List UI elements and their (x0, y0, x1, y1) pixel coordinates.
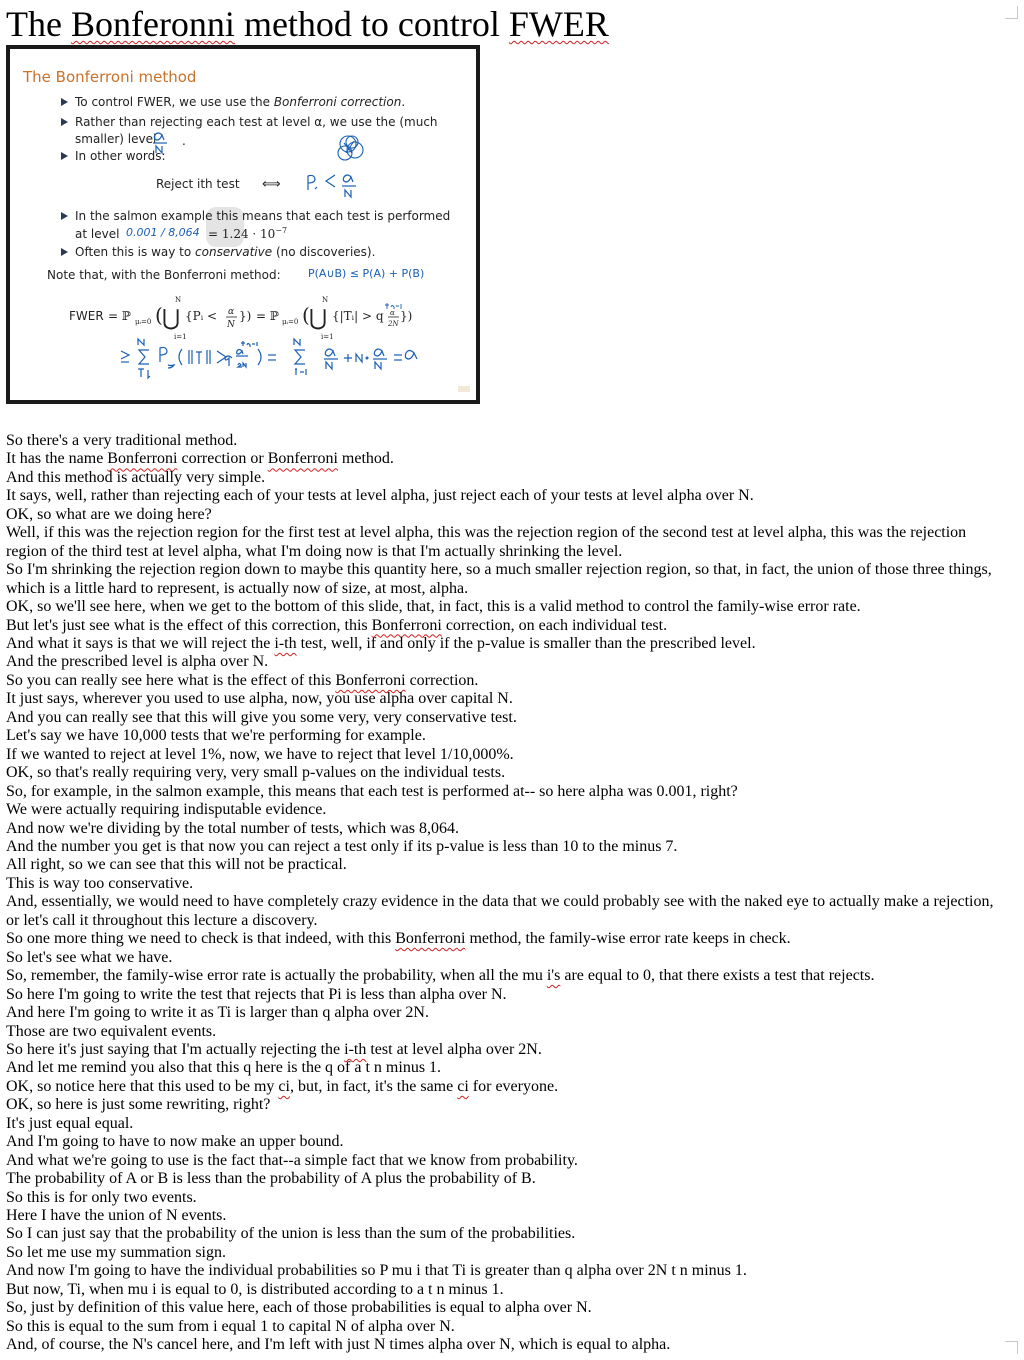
bullet-marker (61, 118, 68, 126)
svg-text:(: ( (302, 303, 310, 327)
transcript-line: And you can really see that this will give you some very, very conservative test. (6, 708, 517, 726)
transcript-line: But now, Ti, when mu i is equal to 0, is distributed according to a t n minus 1. (6, 1280, 504, 1298)
transcript-line: OK, so what are we doing here? (6, 505, 212, 523)
document-title[interactable] (6, 2, 609, 46)
title-acronym-word[interactable]: FWER (508, 4, 609, 44)
transcript-line: So, just by definition of this value here, each of those probabilities is equal to alpha over N. (6, 1299, 592, 1317)
slide-heading: The Bonferroni method (23, 68, 197, 86)
handwritten-scribble-icon (338, 136, 363, 160)
svg-text:N: N (175, 296, 182, 304)
transcript-line-ith: And what it says is that we will reject the i-th test, well, if and only if the p-value is smaller than the prescribed level. (6, 634, 756, 652)
svg-text:(: ( (155, 303, 163, 327)
transcript-line-bonferroni: So you can really see here what is the effect of this Bonferroni correction. (6, 671, 479, 689)
transcript-line: It just says, wherever you used to use alpha, now, you use alpha over capital N. (6, 690, 513, 708)
misspelled-word[interactable]: ci (457, 1077, 469, 1095)
bullet-4-line-2-prefix: at level (75, 227, 120, 241)
svg-text:2N: 2N (388, 320, 399, 328)
bullet-4-value: = $1.24 \cdot 10^{-7}$ (208, 226, 288, 241)
title-part-3: method to control (234, 4, 509, 44)
transcript-line: We were actually requiring indisputable evidence. (6, 801, 327, 819)
transcript-line: So let me use my summation sign. (6, 1243, 226, 1261)
transcript-line: If we wanted to reject at level 1%, now, we have to reject that level 1/10,000%. (6, 745, 514, 763)
transcript-line-bonferroni: It has the name Bonferroni correction or Bonferroni method. (6, 450, 394, 468)
svg-text:}): }) (400, 309, 413, 323)
handwritten-salmon-fraction: 0.001 / 8,064 (126, 226, 200, 239)
misspelled-word[interactable]: Bonferroni (107, 450, 178, 468)
misspelled-word[interactable]: i-th (344, 1040, 367, 1058)
svg-text:N: N (322, 296, 329, 304)
transcript-line: So I'm shrinking the rejection region down to maybe this quantity here, so a much smaller rejection region, so that, in fact, the union of those three things, which is a little hard to represent, is actually now of size, at most, alpha. (6, 561, 992, 597)
transcript-line: It's just equal equal. (6, 1114, 134, 1132)
bullet-marker (61, 152, 68, 160)
svg-text:i=1: i=1 (174, 333, 187, 341)
handwritten-union-bound: P(A∪B) ≤ P(A) + P(B) (308, 267, 425, 280)
bullet-5-text: Often this is way to conservative (no discoveries). (75, 245, 376, 259)
bullet-1-text: To control FWER, we use use the Bonferroni correction. (75, 95, 406, 109)
bullet-marker (61, 248, 68, 256)
transcript-line: OK, so we'll see here, when we get to the bottom of this slide, that, in fact, this is a valid method to control the family-wise error rate. (6, 598, 861, 616)
transcript-line: Well, if this was the rejection region for the first test at level alpha, this was the rejection region of the second test at level alpha, this was the rejection region of the third test at level alpha, what I'm doing now is that I'm actually shrinking the level. (6, 524, 967, 560)
handwritten-bound-derivation (121, 339, 417, 378)
fwer-equation (69, 296, 412, 341)
transcript-line: And here I'm going to write it as Ti is larger than q alpha over 2N. (6, 1004, 429, 1022)
transcript-line: So this is for only two events. (6, 1188, 197, 1206)
svg-text:α: α (228, 307, 235, 317)
svg-text:μᵢ=0: μᵢ=0 (135, 318, 152, 326)
misspelled-word[interactable]: i's (546, 967, 561, 985)
bullet-3-text: In other words: (75, 149, 166, 163)
page-corner-mark (1005, 6, 1018, 19)
transcript-line: So, for example, in the salmon example, this means that each test is performed at-- so here alpha was 0.001, right? (6, 782, 738, 800)
misspelled-word[interactable]: Bonferroni (335, 671, 406, 689)
transcript-line: All right, so we can see that this will not be practical. (6, 856, 347, 874)
bullet-marker (61, 212, 68, 220)
misspelled-word[interactable]: Bonferroni (371, 616, 442, 634)
transcript-line-bonferroni: So one more thing we need to check is that indeed, with this Bonferroni method, the family-wise error rate keeps in check. (6, 930, 791, 948)
transcript-line: So there's a very traditional method. (6, 432, 238, 449)
transcript-line: OK, so here is just some rewriting, right? (6, 1096, 271, 1114)
misspelled-word[interactable]: i-th (274, 634, 297, 652)
reject-ith-test-label: Reject ith test (156, 177, 240, 191)
transcript-line-bonferroni: But let's just see what is the effect of this correction, this Bonferroni correction, on each individual test. (6, 616, 668, 634)
svg-text:= ℙ: = ℙ (108, 309, 131, 323)
transcript-line: The probability of A or B is less than the probability of A plus the probability of B. (6, 1170, 536, 1188)
transcript-line: Here I have the union of N events. (6, 1207, 227, 1225)
bullet-2-line-2: smaller) level (75, 132, 157, 146)
transcript-line: And the number you get is that now you can reject a test only if its p-value is less than 10 to the minus 7. (6, 837, 678, 855)
transcript-line: And now we're dividing by the total number of tests, which was 8,064. (6, 819, 460, 837)
bullet-2-tail: . (182, 134, 186, 148)
svg-text:{Pᵢ <: {Pᵢ < (185, 309, 217, 323)
transcript-line: And let me remind you also that this q here is the q of a t n minus 1. (6, 1059, 442, 1077)
transcript-line: So I can just say that the probability of the union is less than the sum of the probabilities. (6, 1225, 576, 1243)
page-corner-mark-bottom (1005, 1341, 1018, 1354)
title-misspelled-word[interactable]: Bonferonni (70, 4, 235, 44)
svg-text:}): }) (239, 309, 252, 323)
slide-page-marker (458, 386, 470, 392)
iff-arrow: ⟺ (262, 177, 281, 192)
transcript-line: And, of course, the N's cancel here, and I'm left with just N times alpha over N, which is equal to alpha. (6, 1336, 671, 1354)
handwritten-p-less-than-alpha-over-n (308, 175, 356, 197)
svg-text:N: N (227, 320, 235, 330)
transcript-line: So let's see what we have. (6, 948, 173, 966)
svg-text:μᵢ=0: μᵢ=0 (282, 318, 299, 326)
fwer-label: FWER (69, 309, 104, 323)
transcript-line: And what we're going to use is the fact that--a simple fact that we know from probability. (6, 1151, 578, 1169)
svg-text:⋃: ⋃ (162, 306, 181, 331)
misspelled-word[interactable]: Bonferroni (395, 930, 466, 948)
transcript-line: And, essentially, we would need to have completely crazy evidence in the data that we could probably see with the naked eye to actually make a rejection, or let's call it throughout this lecture a discovery. (6, 893, 994, 929)
bullet-4-line-1: In the salmon example this means that each test is performed (75, 209, 451, 223)
slide-canvas (10, 49, 476, 400)
transcript-line: And I'm going to have to now make an upper bound. (6, 1133, 344, 1151)
svg-text:{|Tᵢ| > q: {|Tᵢ| > q (332, 309, 384, 323)
bullet-2-line-1: Rather than rejecting each test at level α, we use the (much (75, 115, 438, 129)
transcript-line: And now I'm going to have the individual probabilities so P mu i that Ti is greater than q alpha over 2N t n minus 1. (6, 1262, 747, 1280)
transcript-body[interactable] (6, 432, 1006, 1355)
transcript-line: So here I'm going to write the test that rejects that Pi is less than alpha over N. (6, 985, 507, 1003)
transcript-line: OK, so that's really requiring very, very small p-values on the individual tests. (6, 764, 506, 782)
svg-text:i=1: i=1 (321, 333, 334, 341)
slide-image[interactable] (6, 45, 480, 404)
transcript-line-ith: So here it's just saying that I'm actually rejecting the i-th test at level alpha over 2N. (6, 1040, 542, 1058)
svg-text:α: α (390, 309, 395, 317)
transcript-line: So this is equal to the sum from i equal 1 to capital N of alpha over N. (6, 1317, 455, 1335)
misspelled-word[interactable]: ci (278, 1077, 290, 1095)
svg-text:⋃: ⋃ (309, 306, 328, 331)
title-part-1: The (6, 4, 71, 44)
bullet-marker (61, 98, 68, 106)
svg-text:= ℙ: = ℙ (256, 309, 279, 323)
transcript-line: Let's say we have 10,000 tests that we're performing for example. (6, 727, 426, 745)
transcript-line-ci: OK, so notice here that this used to be my ci, but, in fact, it's the same ci for everyone. (6, 1077, 559, 1095)
transcript-line: And this method is actually very simple. (6, 468, 266, 486)
transcript-line: It says, well, rather than rejecting each of your tests at level alpha, just reject each of your tests at level alpha over N. (6, 487, 754, 505)
note-text: Note that, with the Bonferroni method: (47, 268, 281, 282)
misspelled-word[interactable]: Bonferroni (267, 450, 338, 468)
transcript-line: And the prescribed level is alpha over N. (6, 653, 269, 671)
transcript-line: Those are two equivalent events. (6, 1022, 217, 1040)
transcript-line-mu-is: So, remember, the family-wise error rate is actually the probability, when all the mu i's are equal to 0, that there exists a test that rejects. (6, 967, 875, 985)
transcript-line: This is way too conservative. (6, 874, 194, 892)
